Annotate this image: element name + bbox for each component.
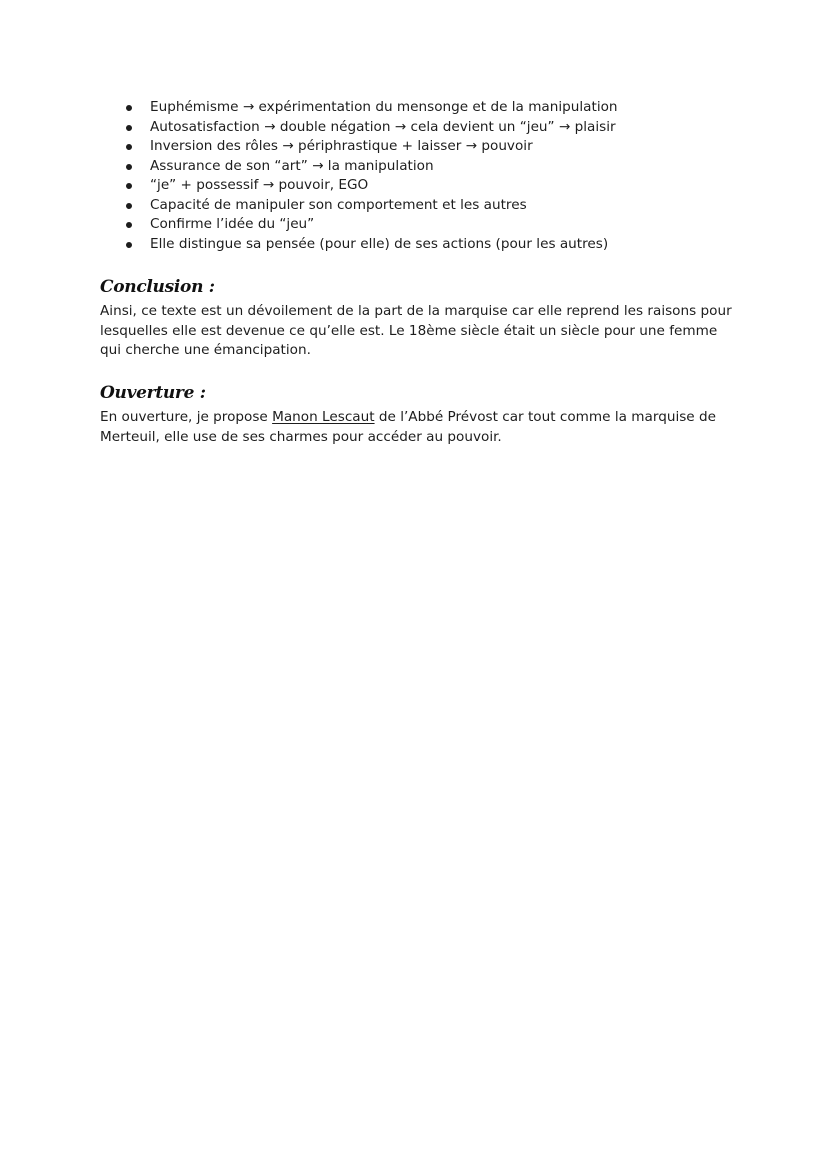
ouverture-paragraph [100,408,740,447]
list-item: Euphémisme → expérimentation du mensonge et de la manipulation [124,98,784,118]
ouverture-text-after: de l’Abbé Prévost car tout comme la marquise de Merteuil, elle use de ses charmes pour accéder au pouvoir. [100,409,716,445]
list-item: “je” + possessif → pouvoir, EGO [124,176,784,196]
list-item: Autosatisfaction → double négation → cela devient un “jeu” → plaisir [124,118,784,138]
ouverture-heading: Ouverture : [100,383,206,403]
conclusion-heading: Conclusion : [100,277,215,297]
book-title: Manon Lescaut [272,409,375,425]
bullet-list [124,98,784,254]
list-item: Capacité de manipuler son comportement et les autres [124,196,784,216]
conclusion-paragraph: Ainsi, ce texte est un dévoilement de la part de la marquise car elle reprend les raisons pour lesquelles elle est devenue ce qu’elle est. Le 18ème siècle était un siècle pour une femme qui cherche une émancipation. [100,303,732,359]
list-item: Elle distingue sa pensée (pour elle) de ses actions (pour les autres) [124,235,784,255]
list-item: Inversion des rôles → périphrastique + laisser → pouvoir [124,137,784,157]
list-item: Assurance de son “art” → la manipulation [124,157,784,177]
ouverture-text-before: En ouverture, je propose [100,409,273,425]
list-item: Confirme l’idée du “jeu” [124,215,784,235]
